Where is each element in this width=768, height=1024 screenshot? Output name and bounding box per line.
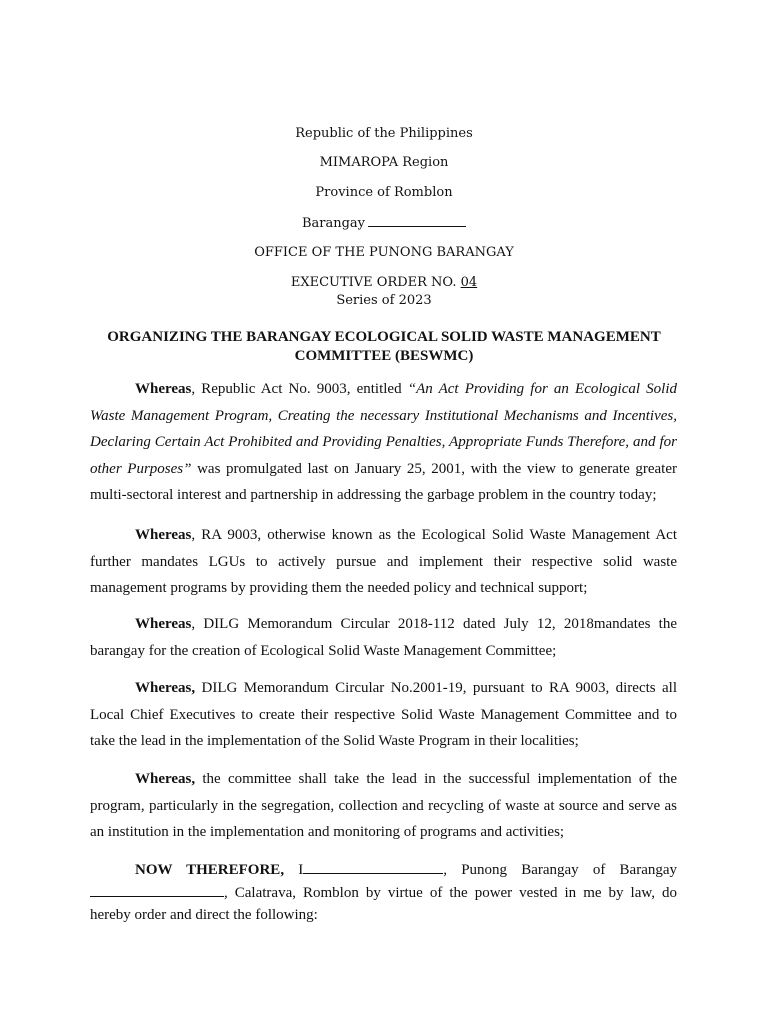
header-series: Series of 2023 [336,293,432,308]
paragraph-now-therefore: NOW THEREFORE, I , Punong Barangay of Barangay , Calatrava, Romblon by virtue of the power vested in me by law, do hereby order and direct the following: [90,862,678,923]
header-barangay: Barangay [0,214,768,232]
header-province: Province of Romblon [315,185,453,200]
paragraph-whereas-5: Whereas, the committee shall take the lead in the successful implementation of the program, particularly in the segregation, collection and recycling of waste at source and serve as an institution in the implementation and monitoring of programs and activities; [90,771,677,840]
barangay-blank-line [368,214,466,227]
paragraph-whereas-3: Whereas, DILG Memorandum Circular 2018-112 dated July 12, 2018mandates the barangay for the creation of Ecological Solid Waste Management Committee; [90,616,677,659]
barangay-name-blank [90,883,224,897]
act-title: “An Act Providing for an Ecological Solid Waste Management Program, Creating the necessary Institutional Mechanisms and Incentives, Declaring Certain Act Prohibited and Providing Penalties, Appropriate Funds Therefore, and for other Purposes” [90,381,677,477]
eo-number: 04 [460,275,478,290]
header-region: MIMAROPA Region [319,155,449,170]
document-title [90,328,678,366]
header-republic: Republic of the Philippines [295,126,473,141]
title-line-1: ORGANIZING THE BARANGAY ECOLOGICAL SOLID WASTE MANAGEMENT [107,329,661,345]
paragraph-whereas-4: Whereas, DILG Memorandum Circular No.2001-19, pursuant to RA 9003, directs all Local Chief Executives to create their respective Solid Waste Management Committee and to take the lead in the implementation of the Solid Waste Program in their localities; [90,680,677,749]
punong-barangay-name-blank [303,860,443,874]
title-line-2: COMMITTEE (BESWMC) [294,348,474,364]
header-office: OFFICE OF THE PUNONG BARANGAY [254,245,514,260]
paragraph-whereas-1: Whereas, Republic Act No. 9003, entitled “An Act Providing for an Ecological Solid Waste Management Program, Creating the necessary Institutional Mechanisms and Incentives, Declaring Certain Act Prohibited and Providing Penalties, Appropriate Funds Therefore, and for other Purposes” was promulgated last on January 25, 2001, with the view to generate greater multi-sectoral interest and partnership in addressing the garbage problem in the country today; [90,381,677,503]
header-eo: EXECUTIVE ORDER NO. 04 [290,275,478,290]
paragraph-whereas-2: Whereas, RA 9003, otherwise known as the Ecological Solid Waste Management Act further mandates LGUs to actively pursue and implement their respective solid waste management programs by providing them the needed policy and technical support; [90,527,677,596]
